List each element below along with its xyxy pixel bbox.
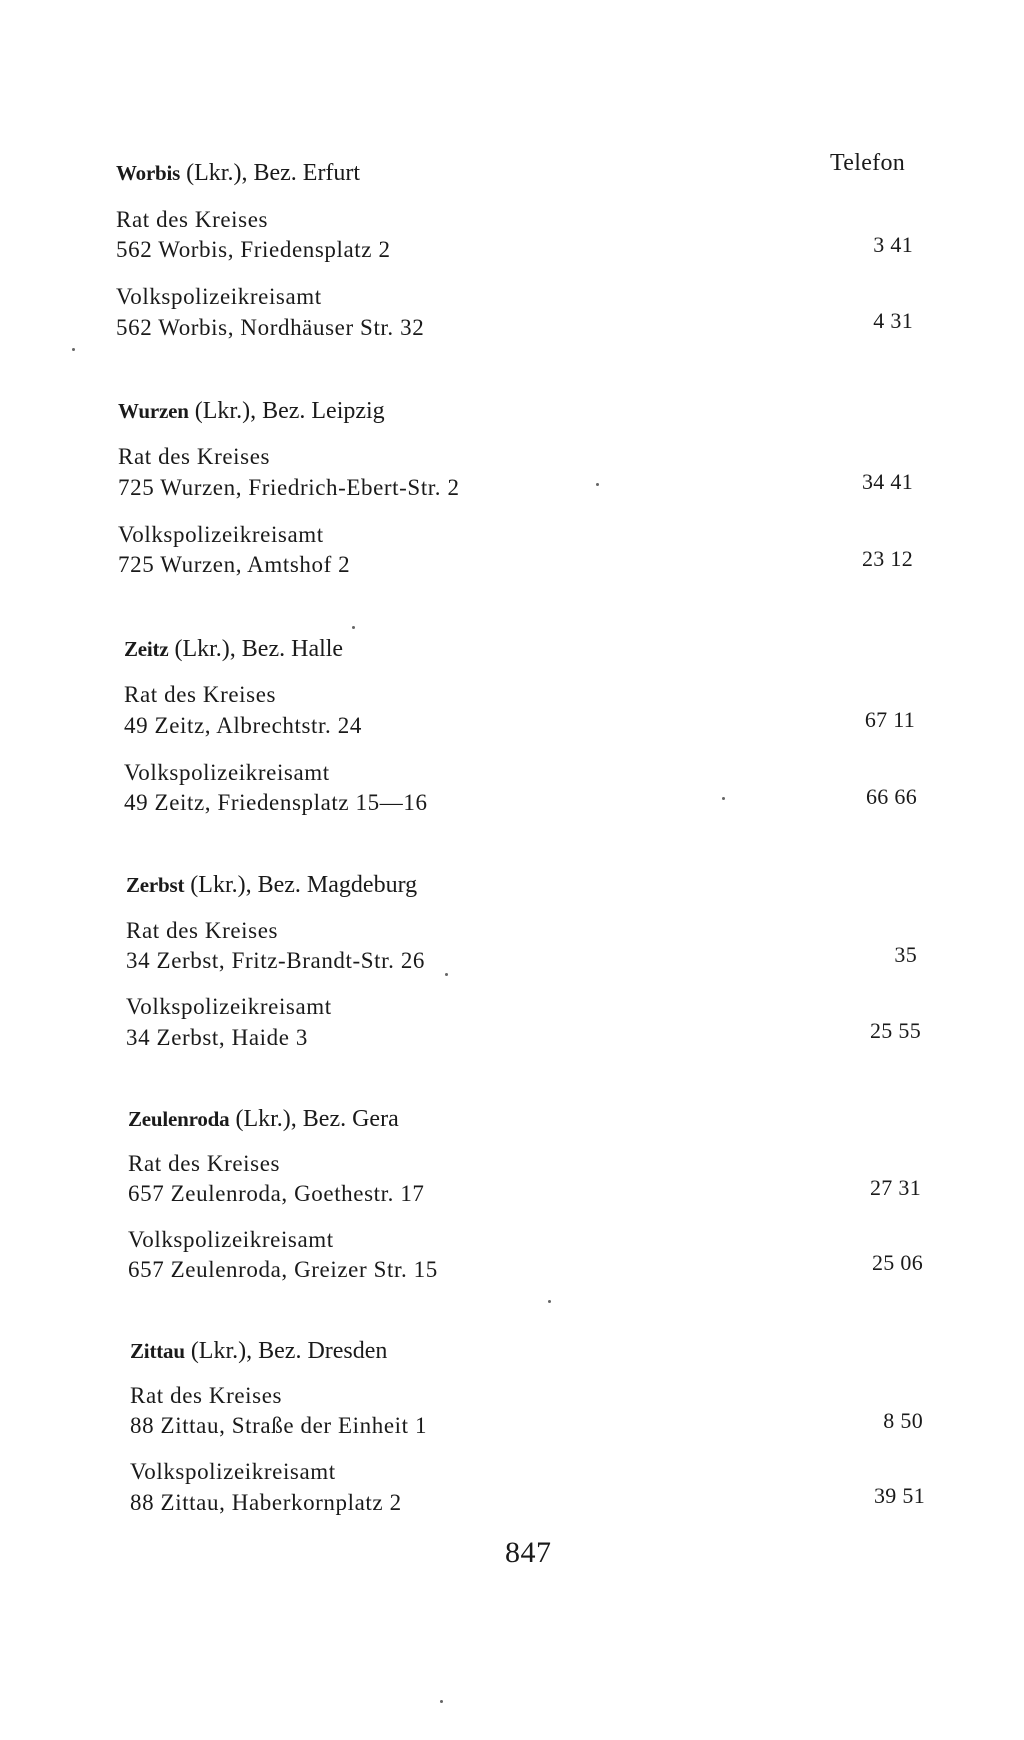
office1-label: Rat des Kreises [124, 682, 277, 707]
office1-phone: 34 41 [862, 469, 913, 494]
office2-label: Volkspolizeikreisamt [124, 760, 330, 785]
office1-label: Rat des Kreises [128, 1151, 281, 1176]
office2-address: 657 Zeulenroda, Greizer Str. 15 [128, 1257, 438, 1282]
office2-phone: 39 51 [874, 1483, 925, 1508]
office1-phone: 67 11 [864, 707, 915, 732]
office2-phone: 66 66 [866, 784, 917, 809]
district-heading [118, 398, 385, 425]
print-speck [596, 483, 599, 486]
office2-label: Volkspolizeikreisamt [116, 284, 322, 309]
office1-address: 562 Worbis, Friedensplatz 2 [116, 237, 391, 262]
office2-address: 725 Wurzen, Amtshof 2 [118, 552, 351, 577]
district-name: Zerbst [126, 873, 185, 897]
district-suffix: (Lkr.), Bez. Erfurt [180, 160, 361, 186]
office1-phone: 3 41 [873, 232, 913, 257]
print-speck [440, 1700, 443, 1703]
office2-address: 34 Zerbst, Haide 3 [126, 1025, 308, 1050]
district-name: Zeulenroda [128, 1107, 230, 1131]
office1-address: 88 Zittau, Straße der Einheit 1 [130, 1413, 428, 1438]
office1-label: Rat des Kreises [116, 207, 269, 232]
office1-address: 34 Zerbst, Fritz-Brandt-Str. 26 [126, 948, 426, 973]
district-heading [126, 872, 417, 899]
office1-address: 725 Wurzen, Friedrich-Ebert-Str. 2 [118, 475, 460, 500]
district-heading [116, 160, 360, 187]
district-name: Worbis [116, 161, 181, 185]
office1-label: Rat des Kreises [126, 918, 279, 943]
district-suffix: (Lkr.), Bez. Magdeburg [184, 872, 418, 898]
print-speck [445, 973, 448, 976]
office1-address: 657 Zeulenroda, Goethestr. 17 [128, 1181, 425, 1206]
print-speck [352, 626, 355, 629]
office2-label: Volkspolizeikreisamt [128, 1227, 334, 1252]
office2-label: Volkspolizeikreisamt [130, 1459, 336, 1484]
telefon-column-header: Telefon [830, 150, 906, 176]
print-speck [72, 348, 75, 351]
district-name: Zittau [130, 1339, 185, 1363]
office1-address: 49 Zeitz, Albrechtstr. 24 [124, 713, 362, 738]
office2-address: 49 Zeitz, Friedensplatz 15—16 [124, 790, 428, 815]
office1-label: Rat des Kreises [118, 444, 271, 469]
office2-address: 562 Worbis, Nordhäuser Str. 32 [116, 315, 425, 340]
office1-phone: 27 31 [870, 1175, 921, 1200]
district-name: Wurzen [118, 399, 189, 423]
district-name: Zeitz [124, 637, 169, 661]
district-suffix: (Lkr.), Bez. Halle [168, 636, 344, 662]
office2-phone: 4 31 [873, 308, 913, 333]
office2-label: Volkspolizeikreisamt [118, 522, 324, 547]
office2-phone: 25 55 [870, 1018, 921, 1043]
office1-phone: 35 [894, 942, 917, 967]
print-speck [722, 797, 725, 800]
district-heading [124, 636, 343, 663]
office2-phone: 25 06 [872, 1250, 923, 1275]
office1-label: Rat des Kreises [130, 1383, 283, 1408]
district-suffix: (Lkr.), Bez. Gera [229, 1106, 399, 1132]
district-heading [128, 1106, 399, 1133]
page-number: 847 [505, 1536, 552, 1569]
district-suffix: (Lkr.), Bez. Leipzig [188, 398, 385, 424]
office2-phone: 23 12 [862, 546, 913, 571]
office2-label: Volkspolizeikreisamt [126, 994, 332, 1019]
district-suffix: (Lkr.), Bez. Dresden [184, 1338, 388, 1364]
office1-phone: 8 50 [883, 1408, 923, 1433]
district-heading [130, 1338, 387, 1365]
office2-address: 88 Zittau, Haberkornplatz 2 [130, 1490, 402, 1515]
print-speck [548, 1300, 551, 1303]
